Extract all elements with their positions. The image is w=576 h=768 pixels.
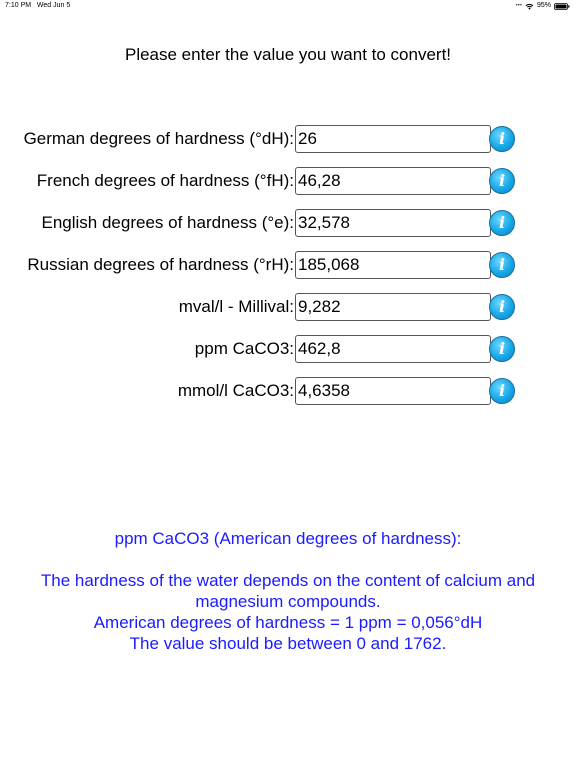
- row-millival: [0, 293, 576, 321]
- info-button-german-hardness[interactable]: [489, 126, 515, 152]
- label-german-hardness: German degrees of hardness (°dH):: [23, 129, 294, 148]
- input-russian-hardness[interactable]: [295, 251, 491, 279]
- info-button-french-hardness[interactable]: [489, 168, 515, 194]
- multitasking-dots-icon: •••: [515, 3, 522, 9]
- info-button-millival[interactable]: [489, 294, 515, 320]
- status-time: [5, 0, 70, 12]
- status-time-text: 7:10 PM: [5, 2, 32, 9]
- status-date-text: Wed Jun 5: [36, 2, 71, 9]
- info-icon: i: [498, 255, 506, 274]
- row-english-hardness: [0, 209, 576, 237]
- input-english-hardness[interactable]: [295, 209, 491, 237]
- input-mmol-caco3[interactable]: [295, 377, 491, 405]
- info-icon: i: [498, 129, 506, 148]
- info-line-description: The hardness of the water depends on the content of calcium and magnesium compounds.: [40, 571, 536, 611]
- info-panel: [20, 528, 556, 654]
- row-german-hardness: [0, 125, 576, 153]
- label-russian-hardness: Russian degrees of hardness (°rH):: [27, 255, 294, 274]
- status-bar: [0, 0, 576, 14]
- info-button-english-hardness[interactable]: [489, 210, 515, 236]
- row-french-hardness: [0, 167, 576, 195]
- label-ppm-caco3: ppm CaCO3:: [194, 339, 294, 358]
- row-mmol-caco3: [0, 377, 576, 405]
- label-french-hardness: French degrees of hardness (°fH):: [36, 171, 294, 190]
- input-ppm-caco3[interactable]: [295, 335, 491, 363]
- page-title: Please enter the value you want to convert!: [124, 45, 452, 64]
- info-icon: i: [498, 339, 506, 358]
- info-button-russian-hardness[interactable]: [489, 252, 515, 278]
- info-icon: i: [498, 381, 506, 400]
- battery-percent: 95%: [536, 2, 551, 9]
- status-indicators: [516, 0, 570, 12]
- row-russian-hardness: [0, 251, 576, 279]
- info-line-range: The value should be between 0 and 1762.: [129, 634, 447, 653]
- info-title: ppm CaCO3 (American degrees of hardness):: [114, 529, 462, 548]
- input-german-hardness[interactable]: [295, 125, 491, 153]
- info-icon: i: [498, 213, 506, 232]
- info-button-ppm-caco3[interactable]: [489, 336, 515, 362]
- input-millival[interactable]: [295, 293, 491, 321]
- info-icon: i: [498, 171, 506, 190]
- info-line-conversion: American degrees of hardness = 1 ppm = 0,056°dH: [93, 613, 483, 632]
- info-icon: i: [498, 297, 506, 316]
- battery-icon: [554, 3, 570, 10]
- label-mmol-caco3: mmol/l CaCO3:: [177, 381, 294, 400]
- wifi-icon: [525, 3, 534, 10]
- row-ppm-caco3: [0, 335, 576, 363]
- info-button-mmol-caco3[interactable]: [489, 378, 515, 404]
- label-millival: mval/l - Millival:: [178, 297, 294, 316]
- input-french-hardness[interactable]: [295, 167, 491, 195]
- label-english-hardness: English degrees of hardness (°e):: [41, 213, 294, 232]
